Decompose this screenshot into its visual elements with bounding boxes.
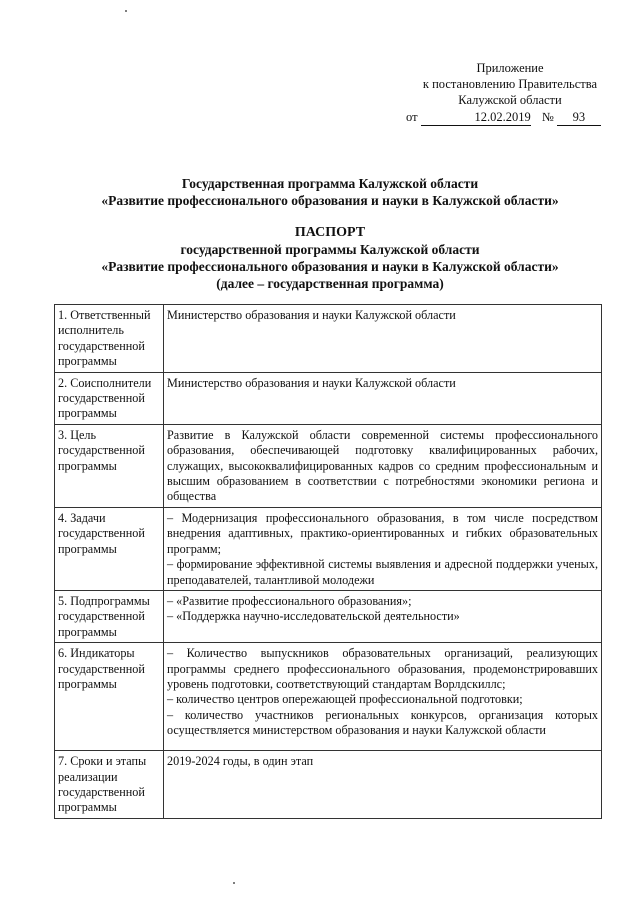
table-row — [55, 590, 602, 642]
row-label: 3. Цель государственной программы — [55, 424, 164, 507]
task-item: – Модернизация профессионального образования, в том числе посредством внедрения адаптивных, практико-ориентированных и гибких образовательных программ; — [167, 510, 598, 556]
appendix-block — [400, 60, 620, 126]
row-content — [164, 643, 602, 751]
row-label: 5. Подпрограммы государственной программы — [55, 590, 164, 642]
row-label: 7. Сроки и этапы реализации государственной программы — [55, 751, 164, 819]
passport-title: ПАСПОРТ — [294, 225, 366, 240]
indicator-item: – количество центров опережающей профессиональной подготовки; — [167, 692, 523, 707]
table-row — [55, 751, 602, 819]
indicator-item: – Количество выпускников образовательных организаций, реализующих программы среднего профессионального образования, продемонстрировавших уровень подготовки, соответствующий стандартам Ворлдскиллс; — [167, 646, 598, 691]
task-item: – формирование эффективной системы выявления и адресной поддержки ученых, преподавателей, талантливой молодежи — [167, 557, 598, 587]
row-content: 2019-2024 годы, в один этап — [164, 751, 602, 819]
number-label: № — [541, 110, 554, 124]
table-row — [55, 305, 602, 373]
passport-table — [54, 304, 602, 819]
appendix-date-line — [400, 109, 620, 126]
appendix-title: Приложение — [476, 61, 544, 75]
row-label: 6. Индикаторы государственной программы — [55, 643, 164, 751]
program-heading — [40, 175, 620, 209]
row-label: 1. Ответственный исполнитель государственной программы — [55, 305, 164, 373]
row-content: Развитие в Калужской области современной системы профессионального образования, обеспечивающей подготовку квалифицированных рабочих, служащих, высококвалифицированных кадров со средним профессиональным и высшим образованием в соответствии с потребностями экономики региона и общества — [164, 424, 602, 507]
appendix-region: Калужской области — [458, 93, 562, 107]
subprogram-item: – «Поддержка научно-исследовательской деятельности» — [167, 609, 460, 624]
table-row — [55, 424, 602, 507]
row-content — [164, 507, 602, 590]
table-row — [55, 643, 602, 751]
passport-heading-line3: (далее – государственная программа) — [216, 276, 444, 291]
scan-speck — [233, 882, 235, 884]
row-label: 4. Задачи государственной программы — [55, 507, 164, 590]
row-content — [164, 590, 602, 642]
passport-heading-line1: государственной программы Калужской области — [180, 242, 480, 257]
scan-speck — [125, 10, 127, 12]
program-heading-line1: Государственная программа Калужской области — [181, 176, 479, 191]
program-heading-line2: «Развитие профессионального образования и науки в Калужской области» — [101, 193, 559, 208]
subprogram-item: – «Развитие профессионального образования»; — [167, 593, 412, 608]
row-label: 2. Соисполнители государственной программы — [55, 372, 164, 424]
passport-heading-line2: «Развитие профессионального образования и науки в Калужской области» — [101, 259, 559, 274]
appendix-decree: к постановлению Правительства — [422, 77, 598, 91]
table-row — [55, 372, 602, 424]
from-label: от — [406, 110, 418, 124]
row-content: Министерство образования и науки Калужской области — [164, 372, 602, 424]
table-row — [55, 507, 602, 590]
decree-date: 12.02.2019 — [421, 109, 531, 126]
passport-heading — [40, 224, 620, 292]
decree-number: 93 — [557, 109, 601, 126]
indicator-item: – количество участников региональных конкурсов, организация которых осуществляется министерством образования и науки Калужской области — [167, 707, 598, 738]
row-content: Министерство образования и науки Калужской области — [164, 305, 602, 373]
